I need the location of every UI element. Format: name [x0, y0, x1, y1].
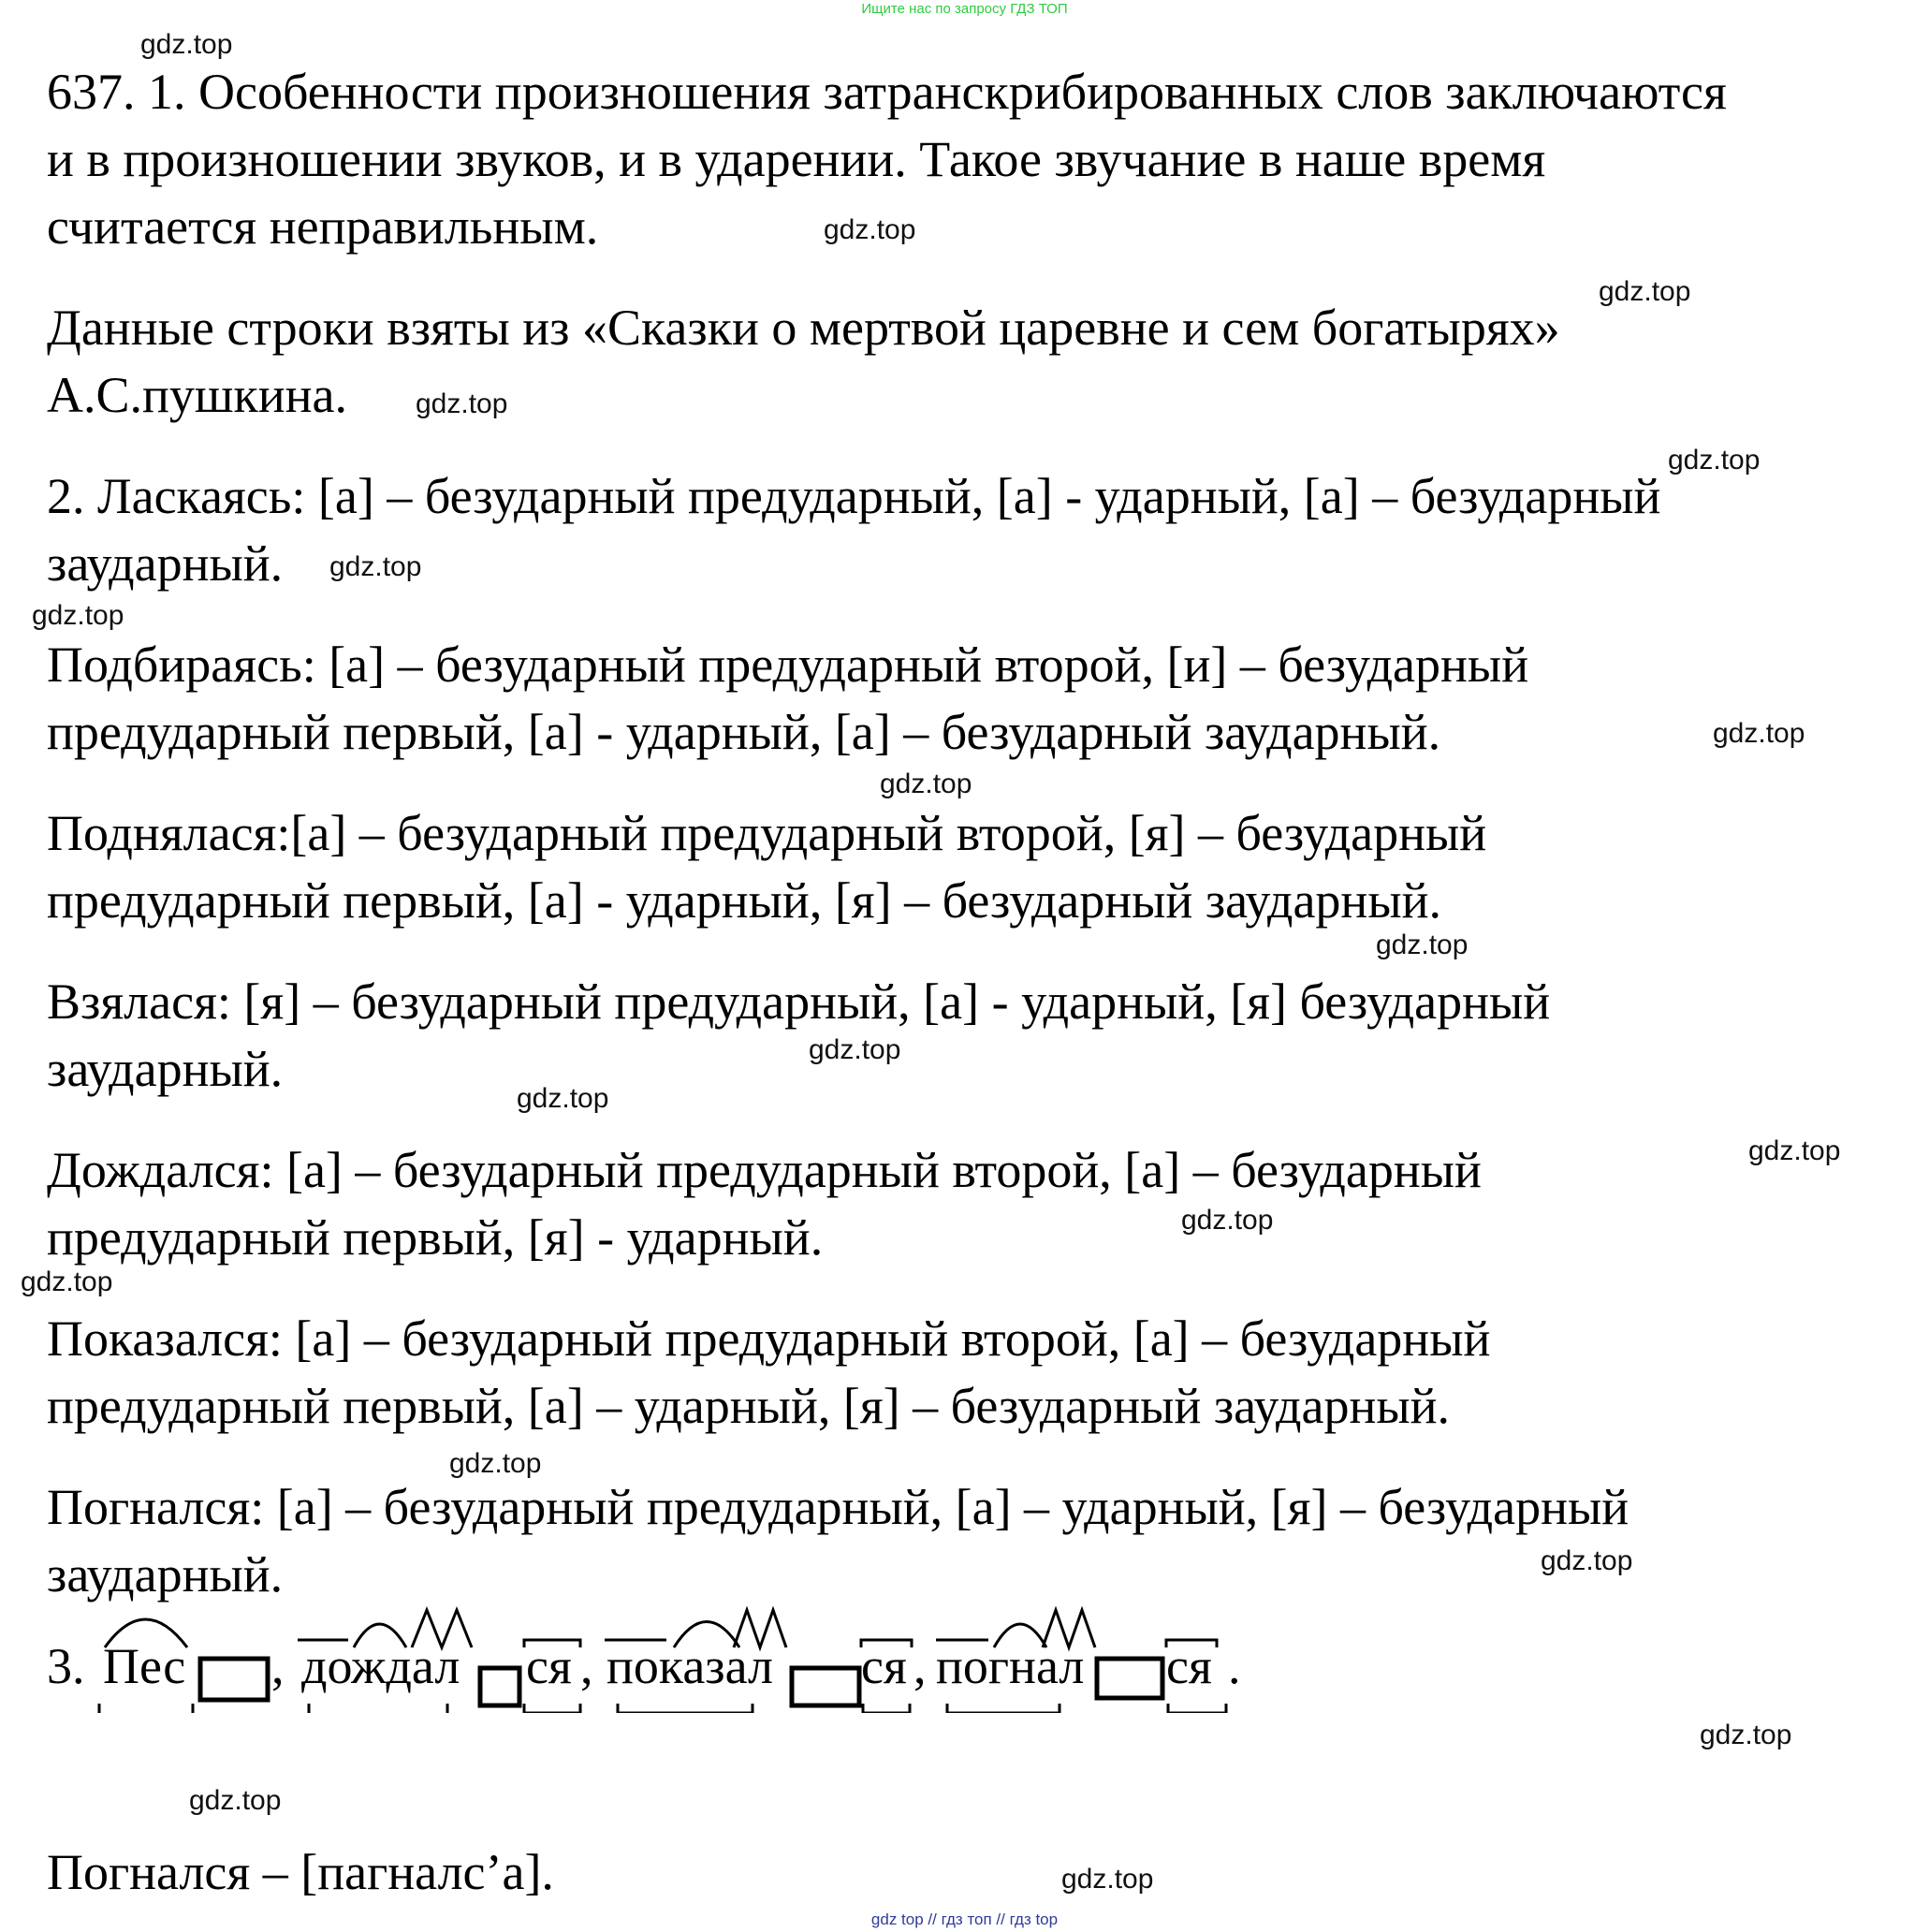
postfix-underline: [1168, 1704, 1226, 1713]
ending-box: [792, 1668, 859, 1705]
watermark: gdz.top: [189, 1785, 282, 1816]
text-line: 2. Ласкаясь: [а] – безударный предударный, [а] - ударный, [а] – безударный: [47, 468, 1661, 524]
ending-box: [200, 1659, 268, 1700]
watermark: gdz.top: [809, 1034, 901, 1065]
text-line: Погнался – [пагналс’а].: [47, 1844, 554, 1900]
ending-box: [480, 1668, 519, 1705]
text-line: Данные строки взяты из «Сказки о мертвой царевне и сем богатырях»: [47, 300, 1560, 356]
scheme-word-postfix: ся: [861, 1638, 907, 1694]
text-line: заударный.: [47, 1546, 284, 1603]
scheme-word-stem: погнал: [936, 1638, 1085, 1694]
watermark: gdz.top: [1599, 276, 1691, 307]
watermark: gdz.top: [329, 551, 422, 582]
stem-bracket: [618, 1704, 753, 1713]
text-line: предударный первый, [я] - ударный.: [47, 1209, 824, 1266]
text-line: предударный первый, [а] - ударный, [а] – безударный заударный.: [47, 704, 1441, 760]
morpheme-scheme: [0, 1591, 1929, 1713]
stem-bracket: [309, 1704, 447, 1713]
bottom-banner: gdz top // гдз топ // гдз top: [870, 1910, 1059, 1928]
text-line: Показался: [а] – безударный предударный второй, [а] – безударный: [47, 1310, 1491, 1367]
text-line: и в произношении звуков, и в ударении. Такое звучание в наше время: [47, 131, 1546, 187]
text-line: Подбираясь: [а] – безударный предударный второй, [и] – безударный: [47, 637, 1529, 693]
watermark: gdz.top: [416, 388, 508, 419]
text-line: предударный первый, [а] - ударный, [я] – безударный заударный.: [47, 872, 1442, 929]
text-line: считается неправильным.: [47, 198, 599, 255]
scheme-sep: ,: [271, 1638, 285, 1694]
text-line: А.С.пушкина.: [47, 367, 347, 423]
top-banner: Ищите нас по запросу ГДЗ ТОП: [861, 1, 1068, 17]
text-line: Погнался: [а] – безударный предударный, [а] – ударный, [я] – безударный: [47, 1479, 1629, 1535]
scheme-word-stem: дождал: [301, 1638, 460, 1694]
scheme-word-postfix: ся: [526, 1638, 572, 1694]
stem-bracket: [99, 1704, 193, 1713]
scheme-sep: .: [1228, 1638, 1241, 1694]
watermark: gdz.top: [824, 214, 916, 245]
postfix-underline: [863, 1704, 910, 1713]
scheme-word-postfix: ся: [1166, 1638, 1212, 1694]
scheme-sep: ,: [580, 1638, 593, 1694]
scheme-sep: ,: [913, 1638, 927, 1694]
watermark: gdz.top: [1748, 1135, 1841, 1166]
watermark: gdz.top: [21, 1266, 113, 1297]
text-line: 637. 1. Особенности произношения затранскрибированных слов заключаются: [47, 64, 1727, 120]
postfix-underline: [524, 1704, 580, 1713]
watermark: gdz.top: [1668, 445, 1761, 476]
scheme-number: 3.: [47, 1638, 85, 1694]
scheme-word-stem: показал: [606, 1638, 774, 1694]
text-line: Поднялася:[а] – безударный предударный второй, [я] – безударный: [47, 805, 1487, 861]
text-line: заударный.: [47, 535, 284, 592]
watermark: gdz.top: [1061, 1864, 1154, 1895]
watermark: gdz.top: [880, 768, 972, 799]
text-line: заударный.: [47, 1041, 284, 1097]
watermark: gdz.top: [140, 29, 233, 60]
watermark: gdz.top: [1541, 1545, 1633, 1576]
watermark: gdz.top: [517, 1083, 609, 1114]
watermark: gdz.top: [1376, 929, 1469, 960]
text-line: предударный первый, [а] – ударный, [я] – безударный заударный.: [47, 1378, 1451, 1434]
watermark: gdz.top: [32, 600, 124, 631]
stem-bracket: [947, 1704, 1059, 1713]
watermark: gdz.top: [449, 1448, 542, 1479]
text-line: Дождался: [а] – безударный предударный второй, [а] – безударный: [47, 1142, 1482, 1198]
watermark: gdz.top: [1713, 718, 1805, 749]
text-line: Взялася: [я] – безударный предударный, [а] - ударный, [я] безударный: [47, 973, 1551, 1030]
ending-box: [1097, 1659, 1162, 1698]
watermark: gdz.top: [1181, 1205, 1274, 1236]
watermark: gdz.top: [1700, 1720, 1792, 1750]
scheme-word-stem: Пес: [103, 1638, 186, 1694]
